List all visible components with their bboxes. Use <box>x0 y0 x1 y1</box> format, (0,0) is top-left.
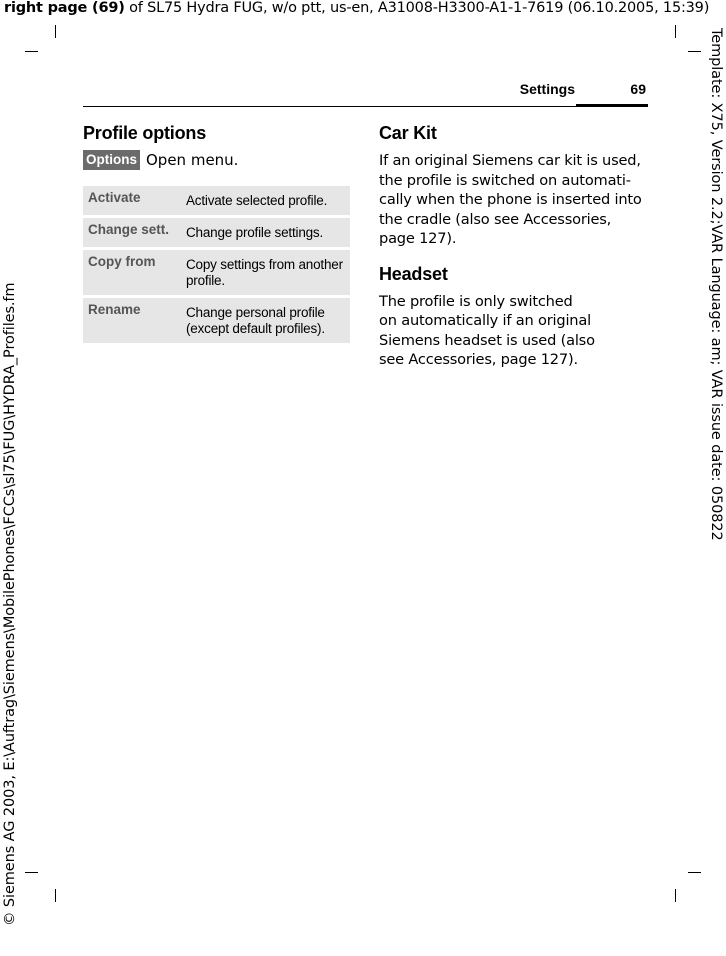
option-term: Rename <box>83 298 180 343</box>
options-softkey: Options <box>83 150 140 170</box>
table-row <box>83 186 350 215</box>
print-header-page: right page (69) <box>4 0 125 16</box>
print-header-details: of SL75 Hydra FUG, w/o ptt, us-en, A31008-H3300-A1-1-7619 (06.10.2005, 15:39) <box>124 0 710 16</box>
copyright-path-margin: © Siemens AG 2003, E:\Auftrag\Siemens\MobilePhones\FCCs\sl75\FUG\HYDRA_Profiles.fm <box>2 282 18 926</box>
option-term: Change sett. <box>83 218 180 247</box>
text-line: the profile is switched on automati- <box>379 171 631 189</box>
table-row <box>83 250 350 295</box>
crop-mark <box>688 51 701 52</box>
crop-mark <box>675 25 676 38</box>
option-term: Copy from <box>83 250 180 295</box>
option-term: Activate <box>83 186 180 215</box>
option-description: Activate selected profile. <box>180 186 350 215</box>
template-info-margin: Template: X75, Version 2.2;VAR Language: am; VAR issue date: 050822 <box>708 28 724 541</box>
profile-options-section <box>83 122 351 346</box>
table-row <box>83 218 350 247</box>
crop-mark <box>688 872 701 873</box>
option-description: Change personal profile (except default profiles). <box>180 298 350 343</box>
option-description: Copy settings from another profile. <box>180 250 350 295</box>
text-line: see Accessories, page 127). <box>379 351 578 368</box>
page-number-rule <box>576 104 648 107</box>
option-description: Change profile settings. <box>180 218 350 247</box>
car-kit-text <box>379 151 649 249</box>
options-table <box>83 183 350 346</box>
crop-mark <box>55 889 56 902</box>
text-line: Siemens headset is used (also <box>379 331 595 349</box>
text-line: The profile is only switched <box>379 292 573 310</box>
section-title: Settings <box>519 81 575 97</box>
text-line: If an original Siemens car kit is used, <box>379 152 641 169</box>
crop-mark <box>675 889 676 902</box>
text-line: the cradle (also see Accessories, <box>379 210 612 228</box>
headset-text <box>379 292 649 370</box>
running-head <box>83 80 648 107</box>
headset-heading: Headset <box>379 263 448 284</box>
table-row <box>83 298 350 343</box>
page-number: 69 <box>630 81 646 97</box>
print-header <box>4 0 709 16</box>
crop-mark <box>25 872 38 873</box>
softkey-description: Open menu. <box>146 151 239 169</box>
crop-mark <box>25 51 38 52</box>
car-kit-heading: Car Kit <box>379 123 437 143</box>
text-line: cally when the phone is inserted into <box>379 191 642 208</box>
right-column <box>379 122 649 370</box>
profile-options-heading: Profile options <box>83 123 207 143</box>
crop-mark <box>55 25 56 38</box>
text-line: page 127). <box>379 230 457 247</box>
softkey-row <box>83 150 351 172</box>
text-line: on automatically if an original <box>379 312 591 329</box>
